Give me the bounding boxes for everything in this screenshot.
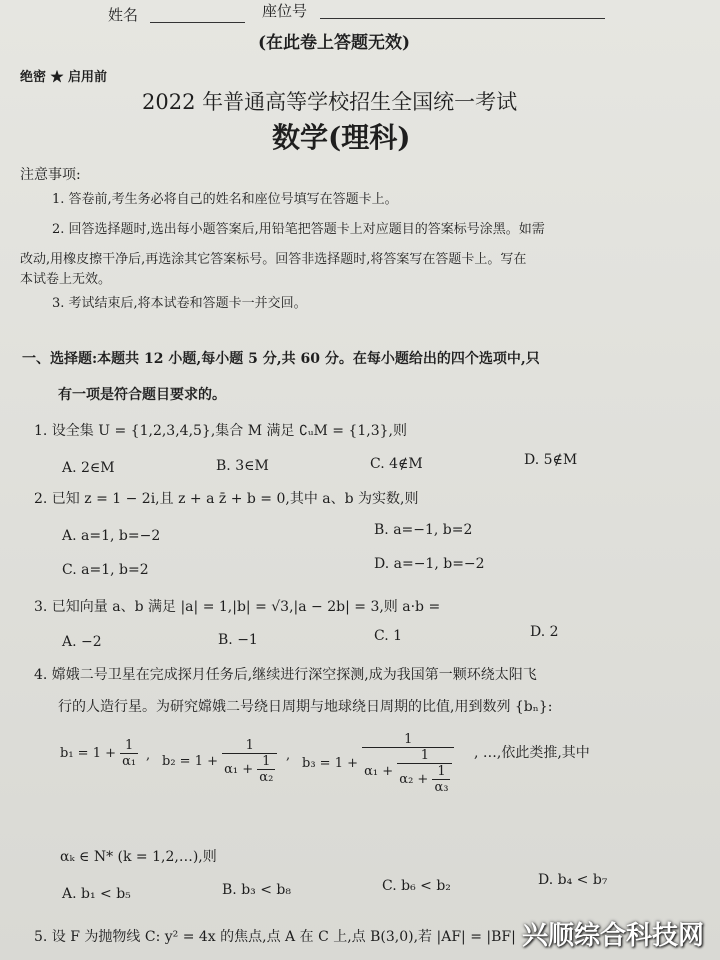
instructions-heading: 注意事项: xyxy=(20,167,81,183)
question-1-option-c: C. 4∉M xyxy=(370,456,423,472)
question-3-stem: 3. 已知向量 a、b 满足 |a| = 1,|b| = √3,|a − 2b| = 3,则 a·b = xyxy=(34,599,441,615)
formula-b1-numerator: 1 xyxy=(120,738,138,754)
exam-title: 2022 年普通高等学校招生全国统一考试 xyxy=(142,90,518,114)
site-watermark: 兴顺综合科技网 xyxy=(521,921,704,951)
section-heading-line-1: 一、选择题:本题共 12 小题,每小题 5 分,共 60 分。在每小题给出的四个选项中,只 xyxy=(22,351,540,367)
question-4-option-d: D. b₄ < b₇ xyxy=(538,872,608,888)
formula-b2-numerator: 1 xyxy=(222,738,277,754)
formula-b2-inner-denominator: α₂ xyxy=(259,770,274,785)
secret-label: 绝密 ★ 启用前 xyxy=(20,70,108,85)
formula-b3-inner-numerator: 1 xyxy=(397,748,452,764)
question-2-option-d: D. a=−1, b=−2 xyxy=(374,556,485,572)
formula-separator-2: , xyxy=(286,748,291,763)
subject-title: 数学(理科) xyxy=(272,121,411,154)
question-3-option-c: C. 1 xyxy=(374,628,403,644)
formula-b2-lhs: b₂ = 1 + xyxy=(162,754,218,769)
formula-b3-alpha1: α₁ + xyxy=(364,764,394,779)
seat-label: 座位号 xyxy=(262,2,308,20)
formula-b3-alpha2: α₂ + xyxy=(399,772,429,787)
formula-b3-numerator: 1 xyxy=(362,732,454,748)
seat-underline xyxy=(320,18,605,19)
question-4-option-c: C. b₆ < b₂ xyxy=(382,878,451,894)
formula-b1-fraction xyxy=(120,738,138,769)
question-1-option-b: B. 3∈M xyxy=(216,458,269,474)
question-4-option-b: B. b₃ < b₈ xyxy=(222,882,291,898)
formula-b3-inner-fraction xyxy=(397,748,452,795)
formula-b3-lhs: b₃ = 1 + xyxy=(302,756,358,771)
notice-text: (在此卷上答题无效) xyxy=(258,33,411,53)
question-4-line-1: 4. 嫦娥二号卫星在完成探月任务后,继续进行深空探测,成为我国第一颗环绕太阳飞 xyxy=(34,667,537,683)
question-2-option-c: C. a=1, b=2 xyxy=(62,562,149,578)
formula-b1-lhs: b₁ = 1 + xyxy=(60,746,116,761)
question-5-stem: 5. 设 F 为抛物线 C: y² = 4x 的焦点,点 A 在 C 上,点 B(3,0),若 |AF| = |BF| xyxy=(34,929,516,945)
name-underline xyxy=(150,22,245,23)
formula-b3-innermost-fraction xyxy=(432,764,450,795)
question-4-option-a: A. b₁ < b₅ xyxy=(62,886,131,902)
formula-b1-denominator: α₁ xyxy=(122,754,137,769)
formula-b2-fraction xyxy=(222,738,277,785)
instruction-1: 1. 答卷前,考生务必将自己的姓名和座位号填写在答题卡上。 xyxy=(52,192,398,207)
instruction-2-line-3: 本试卷上无效。 xyxy=(20,272,112,287)
question-2-stem: 2. 已知 z = 1 − 2i,且 z + a z̄ + b = 0,其中 a、b 为实数,则 xyxy=(34,491,419,507)
question-2-option-b: B. a=−1, b=2 xyxy=(374,522,473,538)
formula-b3-inner-denominator xyxy=(397,764,452,795)
formula-b2-denominator xyxy=(222,754,277,785)
formula-b3-innermost-numerator: 1 xyxy=(432,764,450,780)
instruction-3: 3. 考试结束后,将本试卷和答题卡一并交回。 xyxy=(52,296,307,311)
question-3-option-b: B. −1 xyxy=(218,632,258,648)
formula-b3 xyxy=(302,732,454,795)
section-heading-line-2: 有一项是符合题目要求的。 xyxy=(58,387,226,403)
formula-separator-1: , xyxy=(146,748,151,763)
question-4-line-2: 行的人造行星。为研究嫦娥二号绕日周期与地球绕日周期的比值,用到数列 {bₙ}: xyxy=(58,699,553,715)
question-2-option-a: A. a=1, b=−2 xyxy=(62,528,161,544)
formula-b1 xyxy=(60,738,138,769)
name-label: 姓名 xyxy=(108,6,139,24)
formula-tail: , …,依此类推,其中 xyxy=(474,745,590,761)
question-3-option-d: D. 2 xyxy=(530,624,559,640)
formula-b2-alpha1: α₁ + xyxy=(224,762,254,777)
formula-b2-inner-fraction xyxy=(257,754,275,785)
question-1-option-a: A. 2∈M xyxy=(62,460,115,476)
question-4-condition: αₖ ∈ N* (k = 1,2,…),则 xyxy=(60,849,217,865)
formula-b2 xyxy=(162,738,277,785)
formula-b3-fraction xyxy=(362,732,454,795)
formula-b3-innermost-denominator: α₃ xyxy=(434,780,449,795)
question-1-stem: 1. 设全集 U = {1,2,3,4,5},集合 M 满足 ∁ᵤM = {1,3},则 xyxy=(34,423,407,439)
instruction-2-line-2: 改动,用橡皮擦干净后,再选涂其它答案标号。回答非选择题时,将答案写在答题卡上。写在 xyxy=(20,252,527,267)
formula-b3-denominator xyxy=(362,748,454,795)
formula-b2-inner-numerator: 1 xyxy=(257,754,275,770)
question-1-option-d: D. 5∉M xyxy=(524,452,578,468)
instruction-2-line-1: 2. 回答选择题时,选出每小题答案后,用铅笔把答题卡上对应题目的答案标号涂黑。如需 xyxy=(52,222,545,237)
question-3-option-a: A. −2 xyxy=(62,634,102,650)
